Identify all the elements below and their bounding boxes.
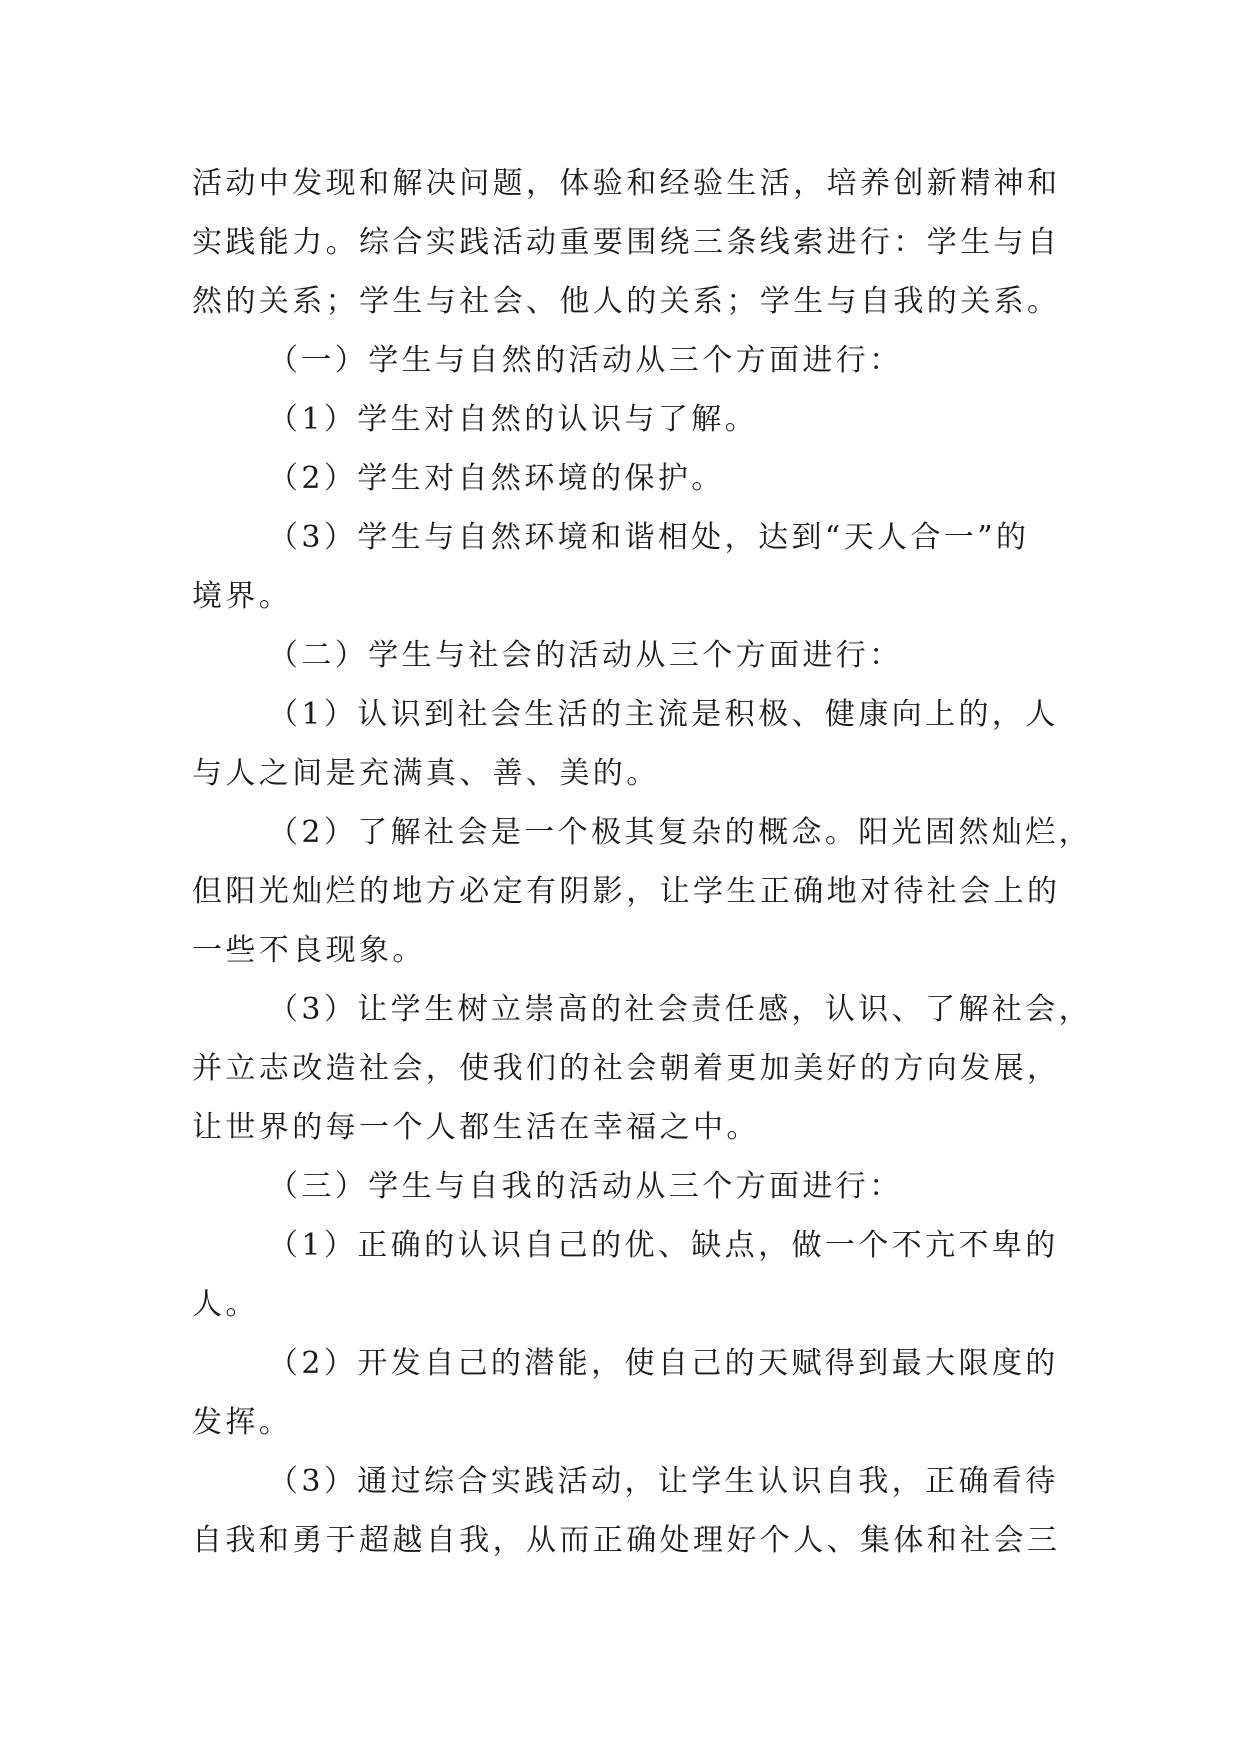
list-item: （1）正确的认识自己的优、缺点，做一个不亢不卑的 xyxy=(268,1228,1059,1263)
list-item: （3）学生与自然环境和谐相处，达到“天人合一”的 xyxy=(268,520,1030,555)
body-text-line: 让世界的每一个人都生活在幸福之中。 xyxy=(192,1110,760,1145)
list-item: （1）学生对自然的认识与了解。 xyxy=(268,402,759,437)
section-heading: （二）学生与社会的活动从三个方面进行： xyxy=(268,638,903,673)
list-item: （2）学生对自然环境的保护。 xyxy=(268,461,725,496)
body-text-line: 一些不良现象。 xyxy=(192,933,426,968)
section-heading: （三）学生与自我的活动从三个方面进行： xyxy=(268,1169,903,1204)
body-text-line: 实践能力。综合实践活动重要围绕三条线索进行：学生与自 xyxy=(192,225,1061,260)
body-text-line: 并立志改造社会，使我们的社会朝着更加美好的方向发展， xyxy=(192,1051,1061,1086)
list-item: （3）让学生树立崇高的社会责任感，认识、了解社会， xyxy=(268,992,1093,1027)
body-text-line: 境界。 xyxy=(192,579,293,614)
list-item: （2）开发自己的潜能，使自己的天赋得到最大限度的 xyxy=(268,1346,1059,1381)
section-heading: （一）学生与自然的活动从三个方面进行： xyxy=(268,343,903,378)
body-text-line: 与人之间是充满真、善、美的。 xyxy=(192,756,660,791)
list-item: （2）了解社会是一个极其复杂的概念。阳光固然灿烂， xyxy=(268,815,1093,850)
body-text-line: 活动中发现和解决问题，体验和经验生活，培养创新精神和 xyxy=(192,166,1061,201)
list-item: （3）通过综合实践活动，让学生认识自我，正确看待 xyxy=(268,1464,1059,1499)
body-text-line: 但阳光灿烂的地方必定有阴影，让学生正确地对待社会上的 xyxy=(192,874,1061,909)
body-text-line: 自我和勇于超越自我，从而正确处理好个人、集体和社会三 xyxy=(192,1523,1061,1558)
body-text-line: 人。 xyxy=(192,1287,259,1322)
body-text-line: 然的关系；学生与社会、他人的关系；学生与自我的关系。 xyxy=(192,284,1061,319)
list-item: （1）认识到社会生活的主流是积极、健康向上的，人 xyxy=(268,697,1059,732)
body-text-line: 发挥。 xyxy=(192,1405,293,1440)
